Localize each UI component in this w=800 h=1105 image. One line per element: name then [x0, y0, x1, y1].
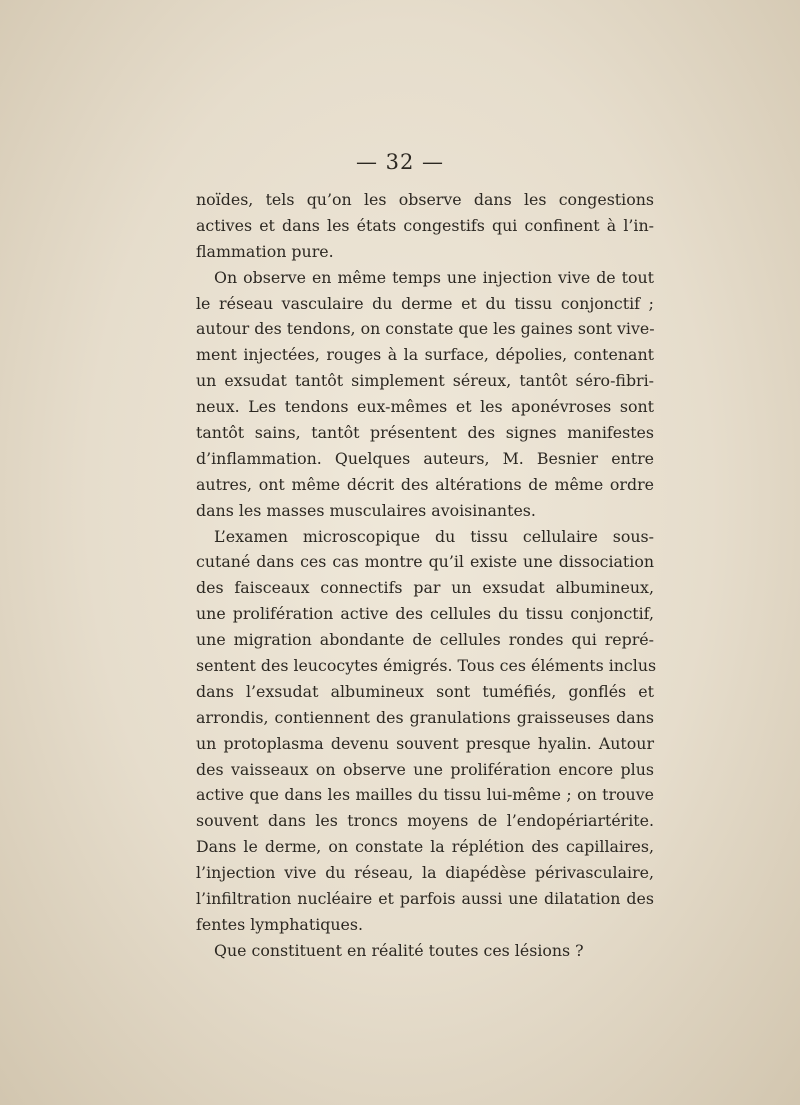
body-text	[196, 187, 657, 964]
text-line: une prolifération active des cellules du tissu conjonctif,	[196, 604, 654, 624]
page-number: — 32 —	[355, 150, 445, 174]
text-line: des faisceaux connectifs par un exsudat albumineux,	[196, 578, 654, 598]
text-line: dans les masses musculaires avoisinantes.	[196, 500, 536, 520]
text-line: ment injectées, rouges à la surface, dépolies, contenant	[196, 345, 654, 365]
text-line: neux. Les tendons eux-mêmes et les aponévroses sont	[196, 397, 654, 417]
text-line: d’inflammation. Quelques auteurs, M. Besnier entre	[196, 448, 654, 468]
text-line: On observe en même temps une injection vive de tout	[214, 267, 654, 287]
text-line: active que dans les mailles du tissu lui-même ; on trouve	[196, 785, 654, 805]
text-line: tantôt sains, tantôt présentent des signes manifestes	[196, 423, 654, 443]
text-line: des vaisseaux on observe une prolifération encore plus	[196, 759, 654, 779]
text-line: sentent des leucocytes émigrés. Tous ces éléments inclus	[196, 656, 657, 676]
text-line: l’injection vive du réseau, la diapédèse périvasculaire,	[196, 863, 654, 883]
text-line: un protoplasma devenu souvent presque hyalin. Autour	[196, 733, 654, 753]
text-line: noïdes, tels qu’on les observe dans les congestions	[196, 190, 654, 209]
text-line: l’infiltration nucléaire et parfois aussi une dilatation des	[196, 889, 654, 909]
text-line: le réseau vasculaire du derme et du tissu conjonctif ;	[196, 293, 654, 313]
text-line: actives et dans les états congestifs qui confinent à l’in-	[196, 215, 654, 235]
text-line: autres, ont même décrit des altérations de même ordre	[196, 474, 654, 494]
text-line: dans l’exsudat albumineux sont tuméfiés, gonflés et	[196, 681, 654, 701]
text-line: autour des tendons, on constate que les gaines sont vive-	[196, 319, 655, 339]
text-line: arrondis, contiennent des granulations graisseuses dans	[196, 707, 654, 727]
text-line: une migration abondante de cellules rondes qui repré-	[196, 630, 654, 650]
text-line: fentes lymphatiques.	[196, 914, 364, 934]
text-line: Que constituent en réalité toutes ces lésions ?	[214, 940, 584, 960]
text-line: Dans le derme, on constate la réplétion des capillaires,	[196, 837, 654, 857]
text-line: un exsudat tantôt simplement séreux, tantôt séro-fibri-	[196, 371, 654, 391]
text-line: flammation pure.	[196, 241, 334, 261]
text-line: cutané dans ces cas montre qu’il existe une dissociation	[196, 552, 654, 572]
text-line: L’examen microscopique du tissu cellulaire sous-	[214, 526, 654, 546]
text-line: souvent dans les troncs moyens de l’endopériartérite.	[196, 811, 654, 831]
